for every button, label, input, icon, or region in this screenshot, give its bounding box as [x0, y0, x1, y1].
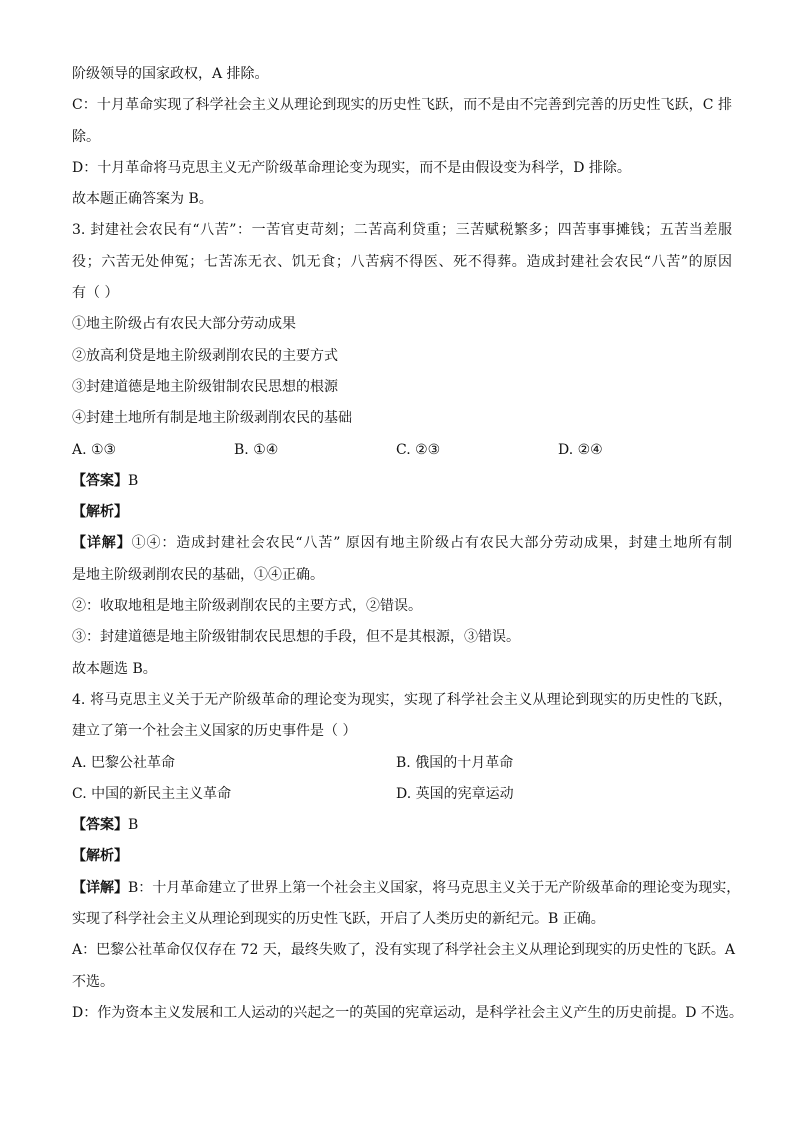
- text-line: A：巴黎公社革命仅仅存在 72 天，最终失败了，没有实现了科学社会主义从理论到现实的历史性的飞跃。A: [72, 942, 735, 959]
- option-b: B. 俄国的十月革命: [396, 754, 514, 771]
- question-4-options: [72, 751, 732, 782]
- question-4-stem: 建立了第一个社会主义国家的历史事件是（ ）: [72, 723, 357, 740]
- page-content: [72, 62, 743, 1032]
- question-4-options: [72, 782, 732, 813]
- answer-tag: 【答案】: [72, 472, 128, 489]
- statement-item: ④封建土地所有制是地主阶级剥削农民的基础: [72, 410, 352, 427]
- text-line: D：十月革命将马克思主义无产阶级革命理论变为现实，而不是由假设变为科学，D 排除。: [72, 159, 631, 176]
- text-line: D：作为资本主义发展和工人运动的兴起之一的英国的宪章运动，是科学社会主义产生的历史前提。D 不选。: [72, 1004, 743, 1021]
- question-4-stem: 4. 将马克思主义关于无产阶级革命的理论变为现实，实现了科学社会主义从理论到现实的历史性的飞跃，: [72, 691, 732, 708]
- detail-tag: 【详解】: [72, 535, 132, 552]
- option-c: C. 中国的新民主主义革命: [72, 785, 232, 802]
- detail-tag: 【详解】: [72, 879, 128, 896]
- detail-text: ①④：造成封建社会农民“八苦” 原因有地主阶级占有农民大部分劳动成果，封建土地所有制: [131, 535, 733, 552]
- text-line: 阶级领导的国家政权，A 排除。: [72, 66, 269, 82]
- option-c: C. ②③: [396, 441, 441, 458]
- answer-tag: 【答案】: [72, 817, 128, 834]
- option-b: B. ①④: [234, 441, 279, 458]
- text-line: 除。: [72, 128, 100, 145]
- analysis-tag: 【解析】: [72, 848, 128, 865]
- detail-text: B：十月革命建立了世界上第一个社会主义国家，将马克思主义关于无产阶级革命的理论变为现实，: [128, 879, 741, 896]
- statement-item: ③封建道德是地主阶级钳制农民思想的根源: [72, 378, 338, 395]
- question-3-stem: 3. 封建社会农民有“八苦”：一苦官吏苛刻；二苦高利贷重；三苦赋税繁多；四苦事事摊钱；五苦当差服: [72, 222, 732, 239]
- text-line: ③：封建道德是地主阶级钳制农民思想的手段，但不是其根源，③错误。: [72, 629, 520, 646]
- text-line: 实现了科学社会主义从理论到现实的历史性飞跃，开启了人类历史的新纪元。B 正确。: [72, 911, 605, 928]
- question-3-stem: 有（ ）: [72, 285, 119, 302]
- question-3-options: [72, 438, 732, 469]
- answer-value: B: [128, 817, 139, 834]
- answer-value: B: [128, 472, 139, 489]
- text-line: 故本题选 B。: [72, 660, 157, 677]
- analysis-tag: 【解析】: [72, 504, 128, 521]
- option-a: A. 巴黎公社革命: [72, 754, 176, 771]
- text-line: ②：收取地租是地主阶级剥削农民的主要方式，②错误。: [72, 598, 422, 615]
- detail-line: [72, 531, 732, 562]
- text-line: 不选。: [72, 973, 114, 990]
- option-a: A. ①③: [72, 441, 117, 458]
- statement-item: ②放高利贷是地主阶级剥削农民的主要方式: [72, 347, 338, 364]
- question-3-stem: 役；六苦无处伸冤；七苦冻无衣、饥无食；八苦病不得医、死不得葬。造成封建社会农民“八苦”的原因: [72, 253, 732, 270]
- answer-line: [72, 813, 732, 844]
- statement-item: ①地主阶级占有农民大部分劳动成果: [72, 316, 296, 333]
- text-line: C：十月革命实现了科学社会主义从理论到现实的历史性飞跃，而不是由不完善到完善的历史性飞跃，C 排: [72, 97, 732, 114]
- answer-line: [72, 469, 732, 500]
- option-d: D. ②④: [558, 441, 603, 458]
- text-line: 故本题正确答案为 B。: [72, 191, 213, 208]
- option-d: D. 英国的宪章运动: [396, 785, 514, 802]
- detail-line: [72, 876, 741, 907]
- text-line: 是地主阶级剥削农民的基础，①④正确。: [72, 566, 324, 583]
